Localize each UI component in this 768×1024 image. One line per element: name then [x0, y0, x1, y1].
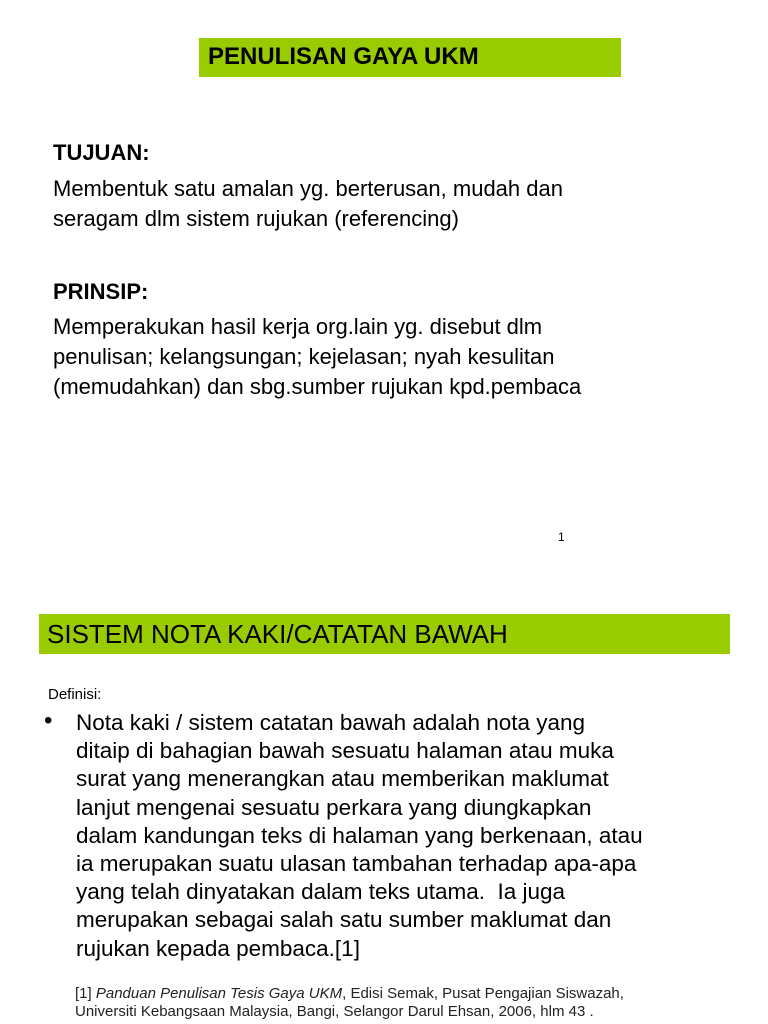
- definition-bullet-text: [76, 709, 746, 963]
- footnote-details: , Edisi Semak, Pusat Pengajian Siswazah,: [342, 985, 624, 1002]
- tujuan-text: [53, 174, 753, 234]
- prinsip-text: [53, 312, 753, 402]
- bullet-line: Nota kaki / sistem catatan bawah adalah nota yang: [76, 710, 586, 735]
- bullet-line: surat yang menerangkan atau memberikan maklumat: [76, 766, 609, 792]
- footnote: [75, 985, 755, 1021]
- footnote-book-title: Panduan Penulisan Tesis Gaya UKM: [95, 985, 343, 1002]
- bullet-line: merupakan sebagai salah satu sumber maklumat dan: [76, 907, 612, 933]
- definisi-label: Definisi:: [48, 686, 102, 703]
- slide1-title: PENULISAN GAYA UKM: [208, 43, 479, 70]
- prinsip-line: penulisan; kelangsungan; kejelasan; nyah kesulitan: [53, 344, 555, 369]
- bullet-line: yang telah dinyatakan dalam teks utama. Ia juga: [76, 879, 566, 905]
- bullet-line: dalam kandungan teks di halaman yang berkenaan, atau: [76, 822, 643, 848]
- slide2-title: SISTEM NOTA KAKI/CATATAN BAWAH: [47, 619, 508, 649]
- page-number: 1: [558, 530, 565, 544]
- bullet-line: ia merupakan suatu ulasan tambahan terhadap apa-apa: [76, 851, 637, 877]
- footnote-marker: [1]: [75, 985, 96, 1002]
- bullet-line: rujukan kepada pembaca.[1]: [76, 935, 360, 961]
- tujuan-line: seragam dlm sistem rujukan (referencing): [53, 206, 459, 231]
- slide1-title-bar: [199, 38, 621, 77]
- slide2-title-bar: [39, 614, 730, 654]
- footnote-line1: [75, 985, 755, 1003]
- bullet-line: lanjut mengenai sesuatu perkara yang diungkapkan: [76, 794, 592, 820]
- bullet-icon: •: [44, 707, 53, 734]
- prinsip-line: (memudahkan) dan sbg.sumber rujukan kpd.pembaca: [53, 374, 582, 399]
- bullet-line: ditaip di bahagian bawah sesuatu halaman atau muka: [76, 738, 614, 764]
- prinsip-line: Memperakukan hasil kerja org.lain yg. disebut dlm: [53, 314, 543, 339]
- tujuan-line: Membentuk satu amalan yg. berterusan, mudah dan: [53, 176, 563, 201]
- prinsip-heading: PRINSIP:: [53, 279, 149, 304]
- footnote-line2: Universiti Kebangsaan Malaysia, Bangi, Selangor Darul Ehsan, 2006, hlm 43 .: [75, 1003, 594, 1020]
- tujuan-heading: TUJUAN:: [53, 140, 150, 165]
